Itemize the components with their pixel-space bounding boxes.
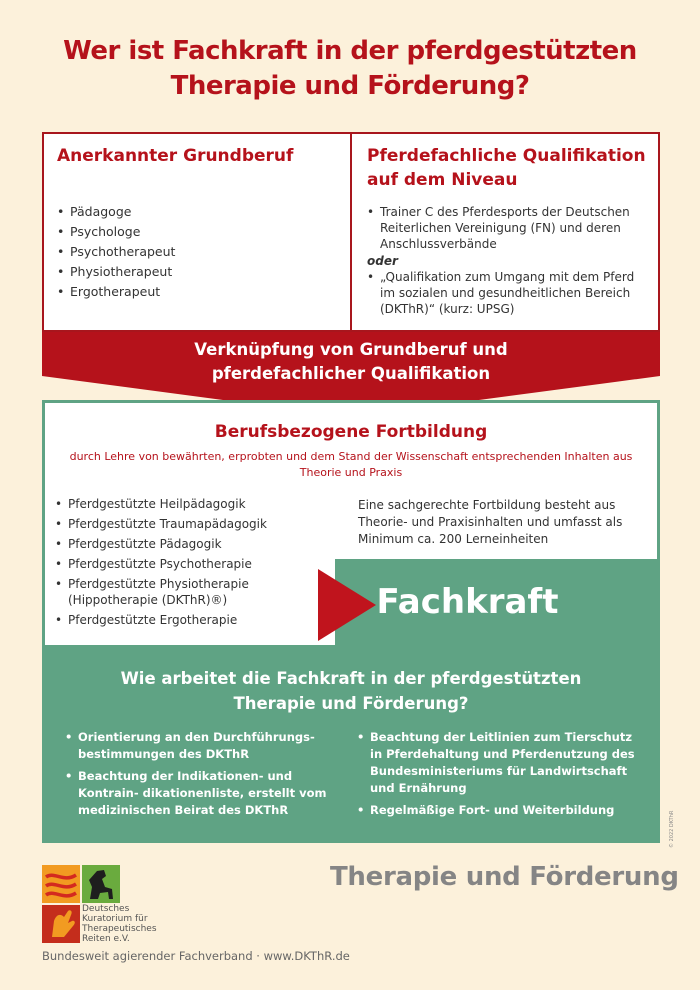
list-item: • Pädagoge: [57, 202, 175, 222]
fortbildung-list: [55, 496, 305, 632]
or-label: oder: [367, 254, 398, 268]
arbeitsweise-heading-line-1: Wie arbeitet die Fachkraft in der pferdgestützten: [120, 669, 582, 688]
list-item: • Physiotherapeut: [57, 262, 175, 282]
logo-text: [82, 904, 157, 944]
list-item: • Trainer C des Pferdesports der Deutschen Reiterlichen Vereinigung (FN) und deren Anschlussverbände: [367, 204, 652, 252]
pferdefachlich-content: [367, 204, 652, 317]
list-item: • Orientierung an den Durchführungs- bestimmungen des DKThR: [65, 729, 345, 763]
fortbildung-note: Eine sachgerechte Fortbildung besteht aus Theorie- und Praxisinhalten und umfasst als Minimum ca. 200 Lerneinheiten: [358, 498, 623, 546]
grundberuf-heading: Anerkannter Grundberuf: [57, 146, 294, 166]
banner-line-2: pferdefachlicher Qualifikation: [211, 364, 491, 383]
title-line-2: Therapie und Förderung?: [170, 71, 530, 101]
logo-line-1: Deutsches: [82, 904, 130, 914]
column-divider: [350, 132, 352, 332]
list-item: • Pferdgestützte Physiotherapie (Hippotherapie (DKThR)®): [55, 576, 305, 608]
list-item: • „Qualifikation zum Umgang mit dem Pferd im sozialen und gesundheitlichen Bereich (DKThR)“ (kurz: UPSG): [367, 269, 652, 317]
list-item: • Regelmäßige Fort- und Weiterbildung: [357, 802, 647, 819]
banner-text: [42, 338, 660, 386]
footer-text: Bundesweit agierender Fachverband · www.DKThR.de: [42, 949, 350, 963]
pferdefachlich-heading: [367, 144, 646, 192]
arbeitsweise-heading: [42, 666, 660, 716]
logo-line-2: Kuratorium für: [82, 914, 148, 924]
arbeitsweise-heading-line-2: Therapie und Förderung?: [233, 694, 469, 713]
banner-line-1: Verknüpfung von Grundberuf und: [194, 340, 508, 359]
list-item: • Pferdgestützte Traumapädagogik: [55, 516, 305, 532]
page-title: [0, 34, 700, 104]
fortbildung-heading: Berufsbezogene Fortbildung: [214, 422, 488, 442]
logo-line-3: Therapeutisches: [82, 924, 157, 934]
slogan: Therapie und Förderung: [330, 862, 679, 892]
list-item: • Beachtung der Leitlinien zum Tierschutz in Pferdehaltung und Pferdenutzung des Bundesministeriums für Landwirtschaft und Ernährung: [357, 729, 647, 797]
list-item: • Pferdgestützte Psychotherapie: [55, 556, 305, 572]
list-item: • Psychologe: [57, 222, 175, 242]
list-item: • Pferdgestützte Ergotherapie: [55, 612, 305, 628]
list-item: • Ergotherapeut: [57, 282, 175, 302]
title-line-1: Wer ist Fachkraft in der pferdgestützten: [63, 36, 637, 66]
grundberuf-list: [57, 202, 175, 302]
list-item: • Psychotherapeut: [57, 242, 175, 262]
fortbildung-subtitle: durch Lehre von bewährten, erprobten und dem Stand der Wissenschaft entsprechenden Inhalten aus Theorie und Praxis: [69, 450, 633, 479]
logo-line-4: Reiten e.V.: [82, 934, 130, 944]
fachkraft-label: Fachkraft: [376, 582, 559, 622]
pferdefachlich-heading-line-1: Pferdefachliche Qualifikation: [367, 146, 646, 166]
arbeitsweise-list-left: [65, 729, 345, 824]
arbeitsweise-list-right: [357, 729, 647, 824]
list-item: • Beachtung der Indikationen- und Kontrain- dikationenliste, erstellt vom medizinischen Beirat des DKThR: [65, 768, 345, 819]
pferdefachlich-heading-line-2: auf dem Niveau: [367, 170, 518, 190]
copyright-note: © 2022 DKThR: [669, 810, 675, 848]
list-item: • Pferdgestützte Pädagogik: [55, 536, 305, 552]
list-item: • Pferdgestützte Heilpädagogik: [55, 496, 305, 512]
pferdefachlich-list: [367, 204, 652, 252]
pferdefachlich-list-2: [367, 269, 652, 317]
